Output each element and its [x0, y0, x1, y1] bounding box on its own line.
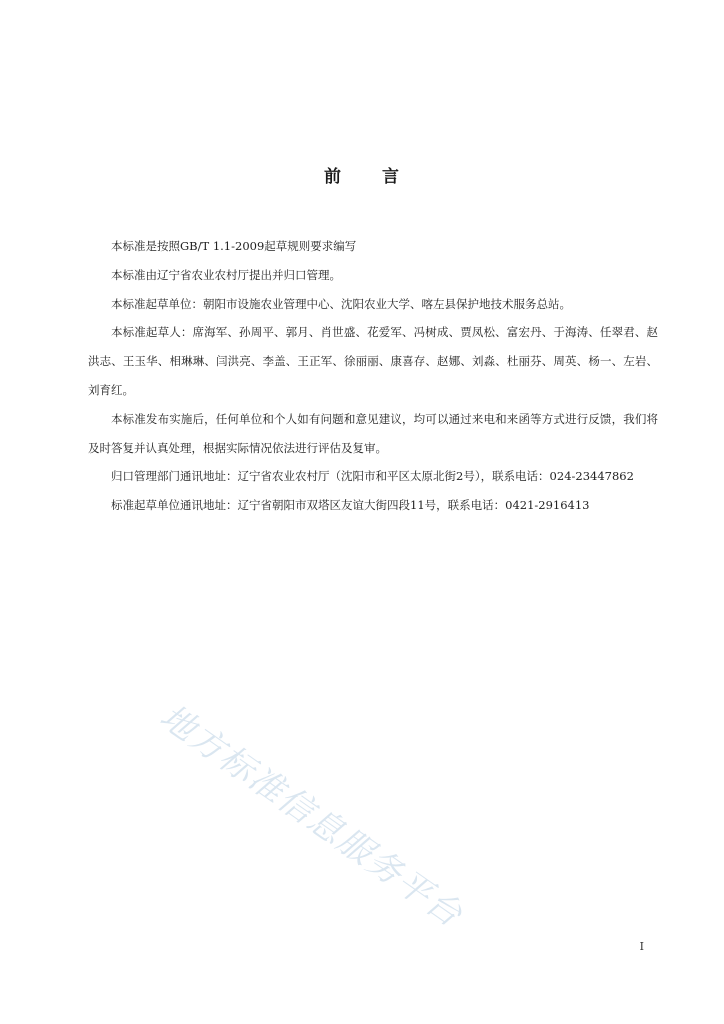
watermark: 地方标准信息服务平台 — [152, 696, 471, 936]
title-part-2: 言 — [382, 167, 400, 187]
paragraph-proposer: 本标准由辽宁省农业农村厅提出并归口管理。 — [111, 267, 341, 282]
page-number: I — [639, 940, 644, 953]
paragraph-drafting-units: 本标准起草单位：朝阳市设施农业管理中心、沈阳农业大学、喀左县保护地技术服务总站。 — [111, 296, 571, 311]
paragraph-authority-address: 归口管理部门通讯地址：辽宁省农业农村厅（沈阳市和平区太原北街2号），联系电话：024-23447862 — [111, 469, 634, 484]
page-title — [0, 162, 724, 187]
paragraph-drafting-rules: 本标准是按照GB/T 1.1-2009起草规则要求编写 — [111, 239, 357, 253]
paragraph-drafters: 本标准起草人：席海军、孙周平、郭月、肖世盛、花爱军、冯树成、贾凤松、富宏丹、于海涛、任翠君、赵洪志、王玉华、相琳琳、闫洪亮、李盖、王正军、徐丽丽、康喜存、赵娜、刘淼、杜丽芬、周英、杨一、左岩、刘育红。 — [88, 325, 658, 397]
title-part-1: 前 — [324, 167, 342, 187]
foreword-body — [88, 232, 658, 520]
paragraph-drafter-address: 标准起草单位通讯地址：辽宁省朝阳市双塔区友谊大街四段11号，联系电话：0421-2916413 — [111, 498, 590, 513]
paragraph-feedback: 本标准发布实施后，任何单位和个人如有问题和意见建议，均可以通过来电和来函等方式进行反馈，我们将及时答复并认真处理，根据实际情况依法进行评估及复审。 — [88, 411, 658, 455]
